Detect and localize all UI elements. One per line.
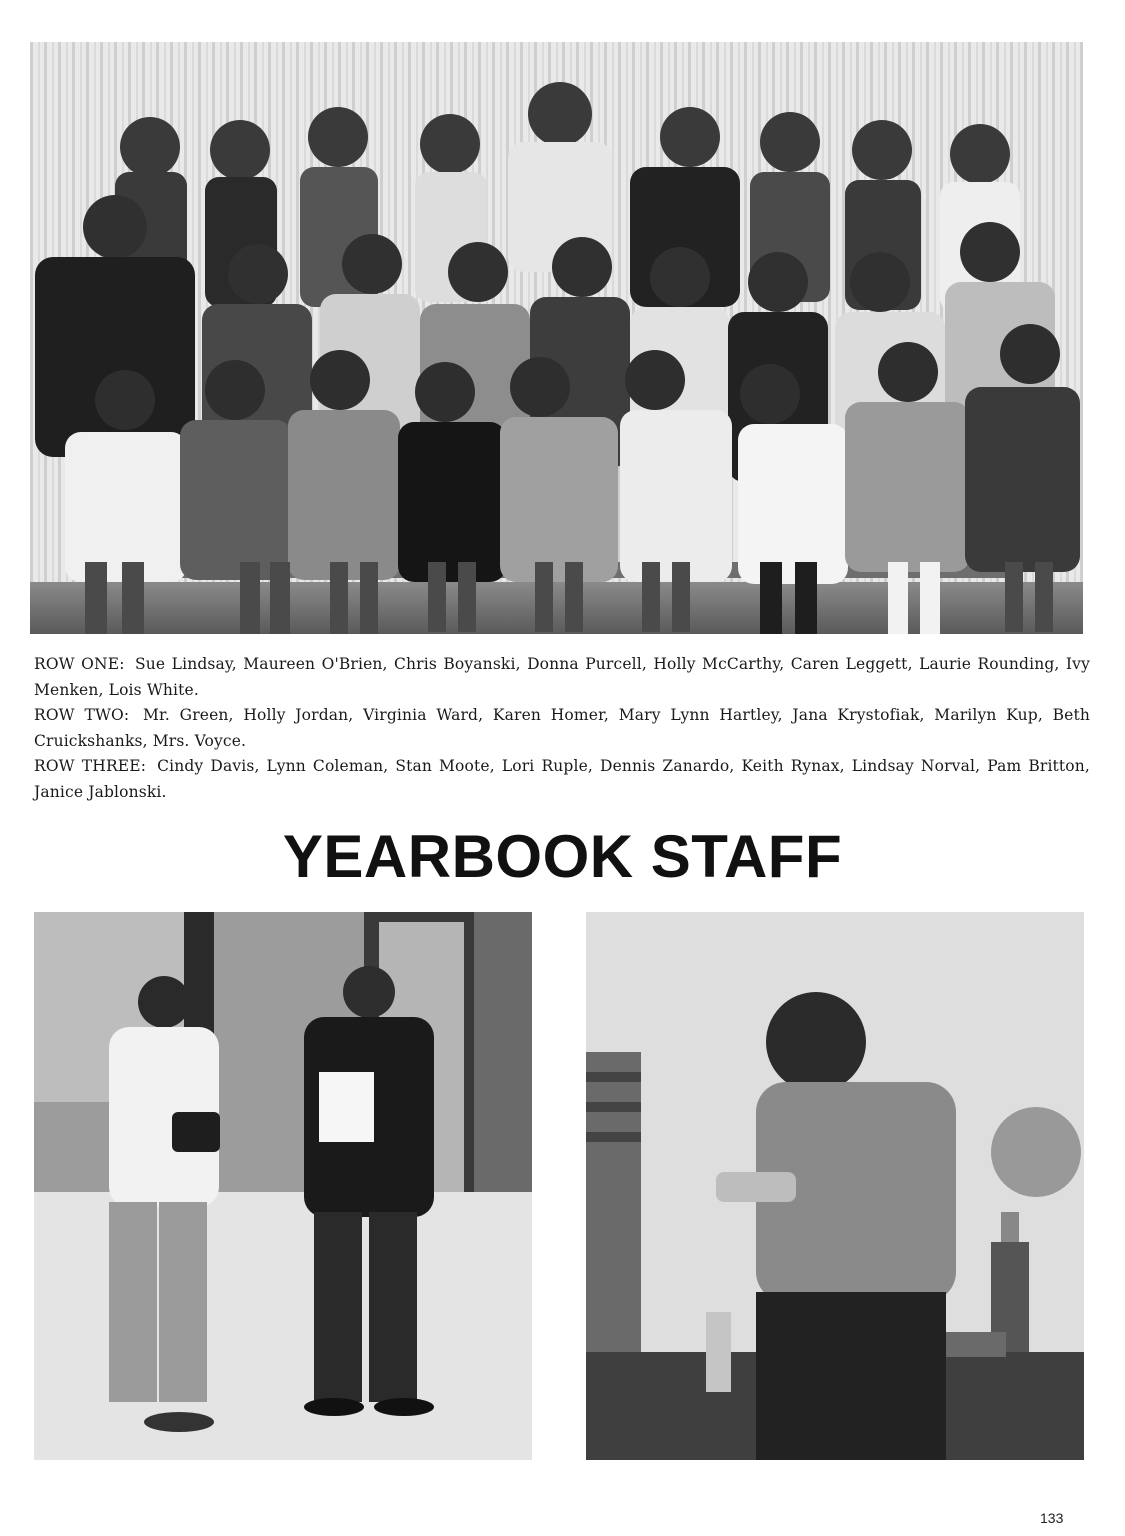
page-number: 133 [1040,1510,1064,1526]
candid-photo-right [586,912,1084,1460]
row-names: Sue Lindsay, Maureen O'Brien, Chris Boyanski, Donna Purcell, Holly McCarthy, Caren Leggett, Laurie Rounding, Ivy Menken, Lois White. [34,655,1090,699]
caption-row-two [34,703,1090,754]
group-photo [30,42,1083,634]
caption-row-three [34,754,1090,805]
candid-photo-right-image [586,912,1084,1460]
candid-photo-left-image [34,912,532,1460]
page-title: YEARBOOK STAFF [282,823,843,890]
row-label: ROW TWO: [34,706,130,724]
row-label: ROW THREE: [34,757,147,775]
group-photo-image [30,42,1083,634]
caption-row-one [34,652,1090,703]
candid-photo-left [34,912,532,1460]
row-names: Mr. Green, Holly Jordan, Virginia Ward, Karen Homer, Mary Lynn Hartley, Jana Krystofiak, Marilyn Kup, Beth Cruickshanks, Mrs. Voyce. [34,706,1090,750]
row-label: ROW ONE: [34,655,125,673]
photo-caption [34,652,1090,805]
row-names: Cindy Davis, Lynn Coleman, Stan Moote, Lori Ruple, Dennis Zanardo, Keith Rynax, Lindsay Norval, Pam Britton, Janice Jablonski. [34,757,1090,801]
